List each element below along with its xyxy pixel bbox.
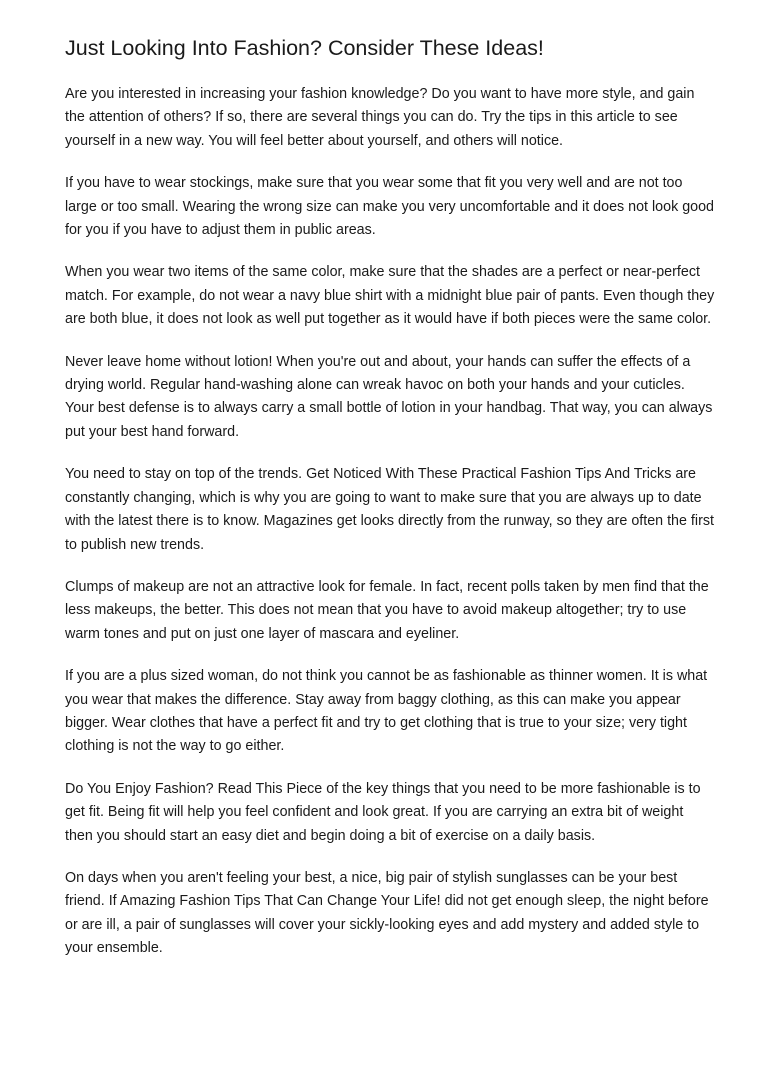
paragraph-sunglasses: On days when you aren't feeling your best, a nice, big pair of stylish sunglasses can be your best friend. If Amazing Fashion Tips That Can Change Your Life! did not get enough sleep, the night before or are ill, a pair of sunglasses will cover your sickly-looking eyes and add mystery and added style to your ensemble. — [65, 869, 709, 957]
paragraph-get-fit: Do You Enjoy Fashion? Read This Piece of the key things that you need to be more fashionable is to get fit. Being fit will help you feel confident and look great. If you are carrying an extra bit of weight then you should start an easy diet and begin doing a bit of exercise on a daily basis. — [65, 780, 701, 844]
paragraph-matching-colors: When you wear two items of the same color, make sure that the shades are a perfect or near-perfect match. For example, do not wear a navy blue shirt with a midnight blue pair of pants. Even though they are both blue, it does not look as well put together as it would have if both pieces were the same color. — [65, 264, 715, 328]
page-title: Just Looking Into Fashion? Consider These Ideas! — [65, 36, 544, 60]
paragraph-makeup: Clumps of makeup are not an attractive look for female. In fact, recent polls taken by men find that the less makeups, the better. This does not mean that you have to avoid makeup altogether; try to use warm tones and put on just one layer of mascara and eyeliner. — [65, 578, 709, 642]
paragraph-trends: You need to stay on top of the trends. Get Noticed With These Practical Fashion Tips And Tricks are constantly changing, which is why you are going to want to make sure that you are always up to date with the latest there is to know. Magazines get looks directly from the runway, so they are often the first to publish new trends. — [65, 466, 714, 553]
paragraph-stockings: If you have to wear stockings, make sure that you wear some that fit you very well and are not too large or too small. Wearing the wrong size can make you very uncomfortable and it does not look good for you if you have to adjust them in public areas. — [65, 175, 715, 239]
document-page — [65, 33, 715, 980]
paragraph-plus-size: If you are a plus sized woman, do not think you cannot be as fashionable as thinner women. It is what you wear that makes the difference. Stay away from baggy clothing, as this can make you appear bigger. Wear clothes that have a perfect fit and try to get clothing that is true to your size; very tight clothing is not the way to go either. — [65, 668, 708, 755]
paragraph-intro: Are you interested in increasing your fashion knowledge? Do you want to have more style, and gain the attention of others? If so, there are several things you can do. Try the tips in this article to see yourself in a new way. You will feel better about yourself, and others will notice. — [65, 86, 695, 149]
paragraph-lotion: Never leave home without lotion! When you're out and about, your hands can suffer the effects of a drying world. Regular hand-washing alone can wreak havoc on both your hands and your cuticles. Your best defense is to always carry a small bottle of lotion in your handbag. That way, you can always put your best hand forward. — [65, 353, 713, 440]
